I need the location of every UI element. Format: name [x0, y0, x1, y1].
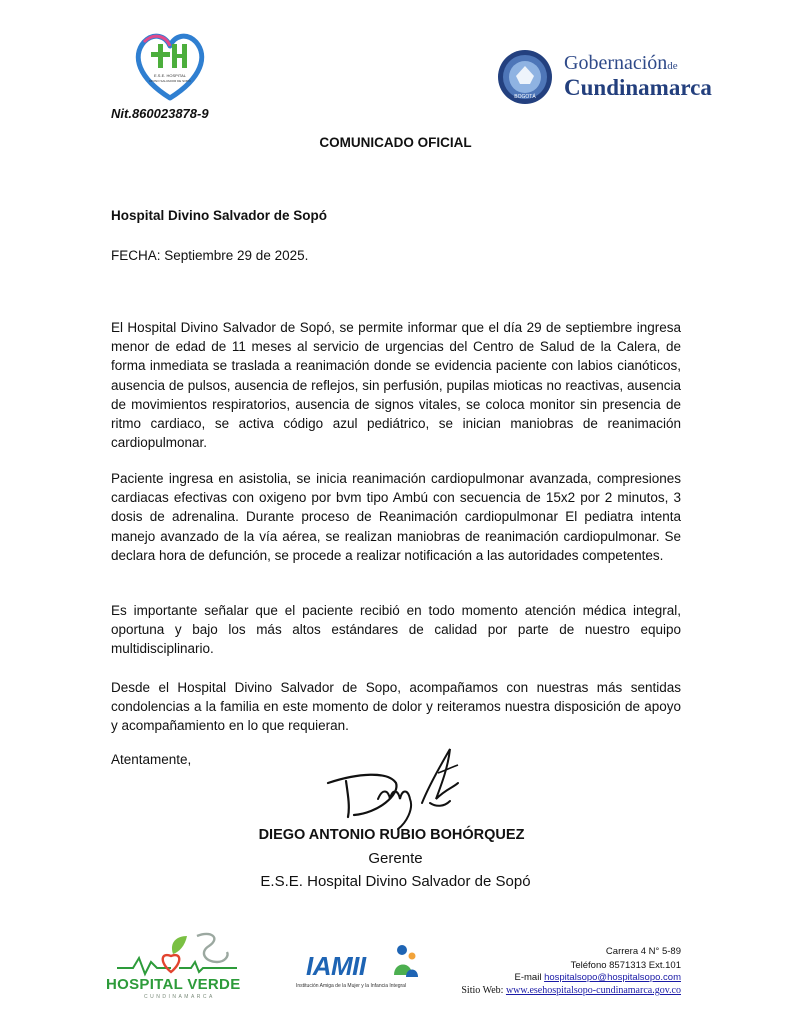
paragraph-3: Es importante señalar que el paciente recibió en todo momento atención médica integral, oportuna y bajo los más altos estándares de calidad por parte de nuestro equipo multidisciplinario. — [111, 603, 681, 657]
gobernacion-de: de — [667, 60, 678, 72]
signer-name-text: DIEGO ANTONIO RUBIO BOHÓRQUEZ — [258, 827, 525, 843]
recipient: Hospital Divino Salvador de Sopó — [111, 208, 328, 223]
document-date: FECHA: Septiembre 29 de 2025. — [111, 248, 309, 263]
cundinamarca-title: Cundinamarca — [564, 75, 712, 100]
gobernacion-word: Gobernación — [564, 52, 668, 74]
footer-email — [515, 972, 681, 983]
gobernacion-seal-logo — [494, 48, 556, 106]
paragraph-4: Desde el Hospital Divino Salvador de Sopo, acompañamos con nuestras más sentidas condolencias a la familia en este momento de dolor y reiteramos nuestra disposición de apoyo y acompañamiento en lo que requieran. — [111, 680, 681, 734]
hospital-verde-subtext: CUNDINAMARCA — [144, 994, 215, 1000]
handwritten-signature — [318, 743, 478, 835]
iamii-text: IAMII — [306, 951, 366, 981]
gobernacion-title — [564, 52, 678, 75]
closing: Atentamente, — [111, 752, 192, 767]
footer-web-link[interactable]: www.esehospitalsopo-cundinamarca.gov.co — [505, 985, 681, 996]
nit-number: Nit.860023878-9 — [111, 106, 209, 121]
footer-phone: Teléfono 8571313 Ext.101 — [570, 960, 681, 971]
signer-organization: E.S.E. Hospital Divino Salvador de Sopó — [260, 873, 531, 890]
footer-website — [461, 985, 681, 996]
document-title: COMUNICADO OFICIAL — [319, 135, 472, 150]
hospital-verde-text: HOSPITAL VERDE — [106, 976, 241, 993]
footer-email-label: E-mail — [514, 972, 542, 983]
footer-email-link[interactable]: hospitalsopo@hospitalsopo.com — [544, 972, 681, 983]
signer-name — [0, 826, 791, 844]
paragraph-1: El Hospital Divino Salvador de Sopó, se permite informar que el día 29 de septiembre ingresa menor de edad de 11 meses al servicio de urgencias del Centro de Salud de la Calera, de forma inmediata se traslada a reanimación donde se evidencia paciente con labios cianóticos, ausencia de pulsos, ausencia de reflejos, sin perfusión, pupilas mioticas no reactivas, ausencia de movimientos respiratorios, ausencia de signos vitales, se coloca monitor sin presencia de ritmo cardiaco, se activa código azul pediátrico, se inician maniobras de reanimación cardiopulmonar. — [111, 320, 681, 451]
iamii-subtext: Institución Amiga de la Mujer y la Infancia Integral — [296, 983, 407, 989]
hospital-logo-text-1: E.S.E. HOSPITAL — [154, 73, 186, 78]
footer-address: Carrera 4 N° 5-89 — [605, 946, 681, 957]
paragraph-2: Paciente ingresa en asistolia, se inicia reanimación cardiopulmonar avanzada, compresiones cardiacas efectivas con oxigeno por bvm tipo Ambú con secuencia de 15x2 por 2 minutos, 3 dosis de adrenalina. Durante proceso de Reanimación cardiopulmonar El pediatra intenta manejo avanzado de la vía aérea, se realizan maniobras de reanimación cardiopulmonar. Se declara hora de defunción, se procede a realizar notificación a las autoridades competentes. — [111, 471, 681, 563]
footer-web-label: Sitio Web: — [461, 985, 504, 996]
hospital-verde-logo — [113, 928, 241, 980]
signer-role: Gerente — [368, 850, 423, 867]
gob-seal-text: BOGOTÁ — [514, 94, 536, 100]
hospital-logo-text-2: DIVINO SALVADOR DE SOPÓ — [149, 79, 191, 83]
hospital-logo — [128, 26, 212, 106]
